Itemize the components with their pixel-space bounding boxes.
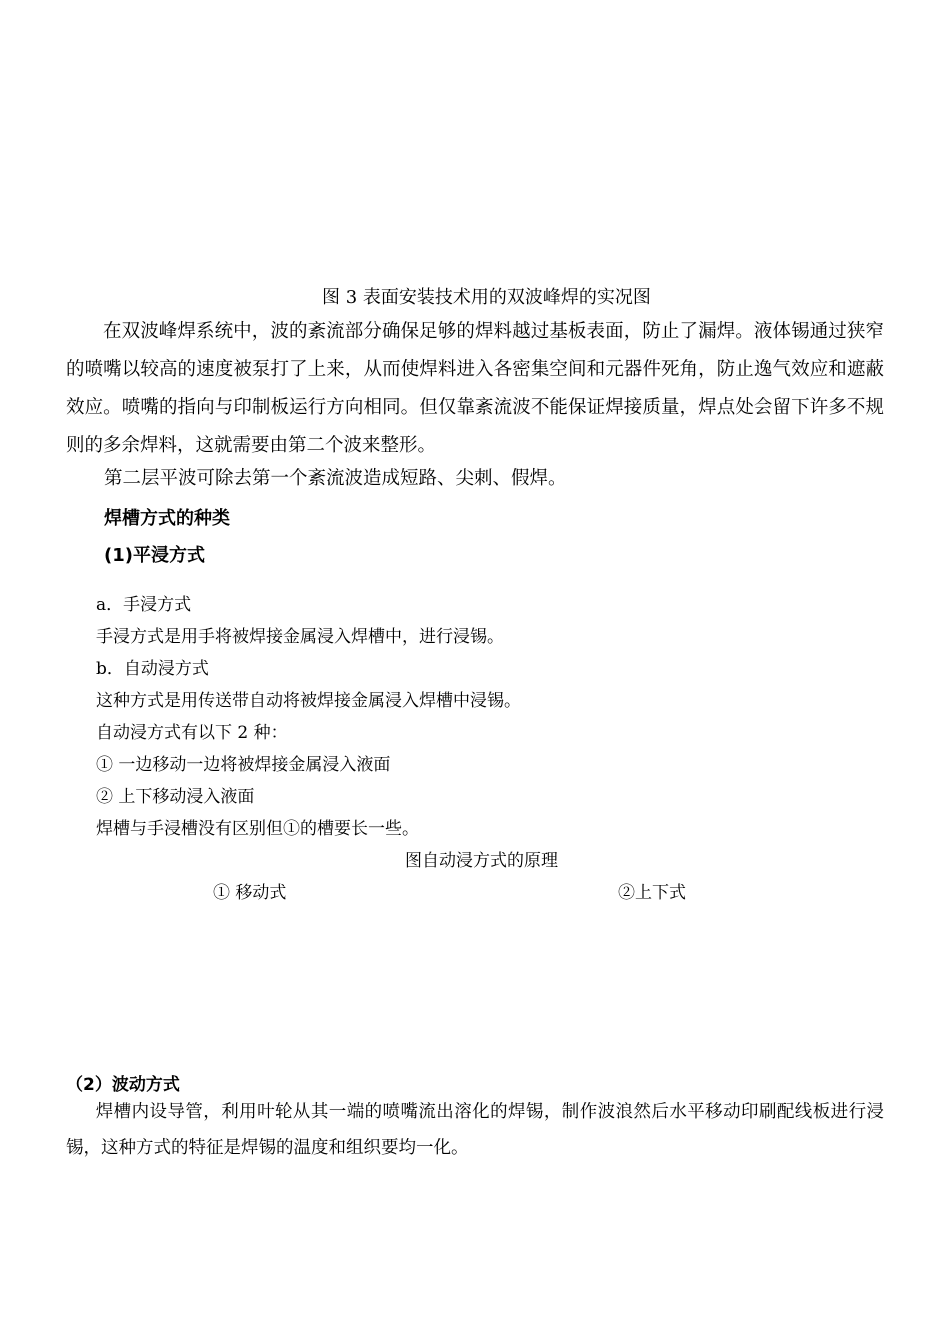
sub-caption-up-down: ②上下式 xyxy=(618,883,686,903)
paragraph-dual-wave: 在双波峰焊系统中，波的紊流部分确保足够的焊料越过基板表面，防止了漏焊。液体锡通过狭窄的喷嘴以较高的速度被泵打了上来，从而使焊料进入各密集空间和元器件死角，防止逸气效应和遮蔽效应。喷嘴的指向与印制板运行方向相同。但仅靠紊流波不能保证焊接质量，焊点处会留下许多不规则的多余焊料，这就需要由第二个波来整形。 xyxy=(66,321,884,456)
sub-caption-moving: ① 移动式 xyxy=(213,883,287,903)
heading-flat-dip: (1)平浸方式 xyxy=(104,545,205,566)
item-b-option-1: ① 一边移动一边将被焊接金属浸入液面 xyxy=(96,755,391,775)
figure-3-caption: 图 3 表面安装技术用的双波峰焊的实况图 xyxy=(322,287,651,308)
item-a-label: a．手浸方式 xyxy=(96,595,192,615)
item-b-note: 焊槽与手浸槽没有区别但①的槽要长一些。 xyxy=(96,819,419,839)
item-b-count: 自动浸方式有以下 2 种： xyxy=(96,723,288,743)
figure-auto-dip-caption: 图自动浸方式的原理 xyxy=(405,851,558,871)
item-a-description: 手浸方式是用手将被焊接金属浸入焊槽中，进行浸锡。 xyxy=(96,627,504,647)
paragraph-second-wave: 第二层平波可除去第一个紊流波造成短路、尖刺、假焊。 xyxy=(104,468,567,489)
item-b-description: 这种方式是用传送带自动将被焊接金属浸入焊槽中浸锡。 xyxy=(96,691,521,711)
heading-wave-method: （2）波动方式 xyxy=(66,1075,180,1095)
item-b-label: b．自动浸方式 xyxy=(96,659,209,679)
heading-solder-bath-types: 焊槽方式的种类 xyxy=(104,508,230,529)
item-b-option-2: ② 上下移动浸入液面 xyxy=(96,787,255,807)
paragraph-wave-method: 焊槽内设导管，利用叶轮从其一端的喷嘴流出溶化的焊锡，制作波浪然后水平移动印刷配线板进行浸锡，这种方式的特征是焊锡的温度和组织要均一化。 xyxy=(66,1102,884,1158)
